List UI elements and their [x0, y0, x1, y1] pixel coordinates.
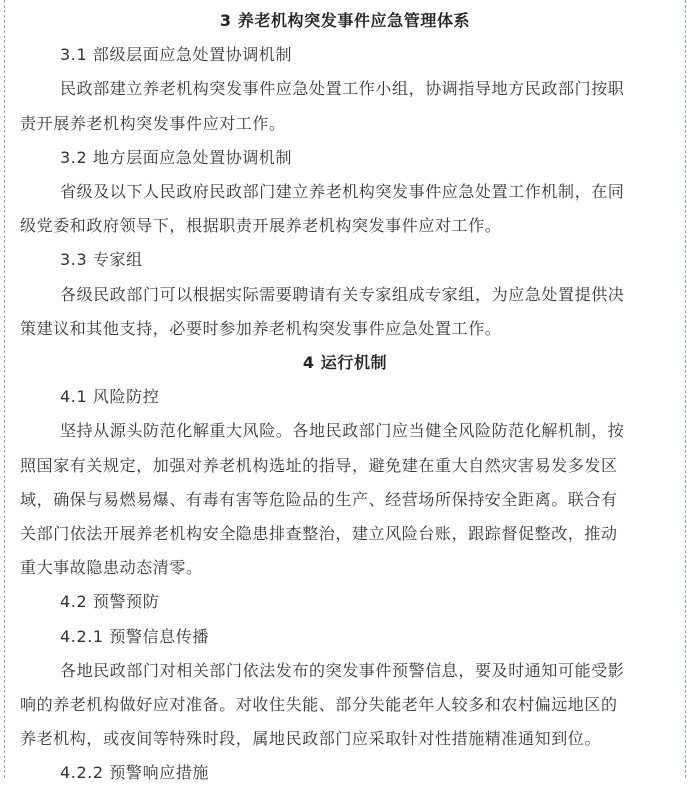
paragraph-line: 级党委和政府领导下，根据职责开展养老机构突发事件应对工作。 — [20, 216, 502, 236]
section-4-1-heading: 4.1 风险防控 — [60, 387, 160, 407]
paragraph-line: 照国家有关规定，加强对养老机构选址的指导，避免建在重大自然灾害易发多发区 — [20, 455, 618, 475]
paragraph-line: 各地民政部门对相关部门依法发布的突发事件预警信息，要及时通知可能受影 — [60, 660, 625, 680]
section-3-2-heading: 3.2 地方层面应急处置协调机制 — [60, 147, 293, 167]
section-3-3-heading: 3.3 专家组 — [60, 250, 143, 270]
section-4-title: 4 运行机制 — [302, 353, 388, 373]
paragraph-line: 关部门依法开展养老机构安全隐患排查整治，建立风险台账，跟踪督促整改，推动 — [20, 524, 618, 544]
paragraph-line: 养老机构，或夜间等特殊时段，属地民政部门应采取针对性措施精准通知到位。 — [20, 729, 602, 749]
paragraph-line: 策建议和其他支持，必要时参加养老机构突发事件应急处置工作。 — [20, 318, 502, 338]
paragraph-line: 重大事故隐患动态清零。 — [20, 558, 203, 578]
paragraph-line: 省级及以下人民政府民政部门建立养老机构突发事件应急处置工作机制，在同 — [60, 182, 625, 202]
section-4-2-2-heading: 4.2.2 预警响应措施 — [60, 763, 209, 783]
paragraph-line: 域，确保与易燃易爆、有毒有害等危险品的生产、经营场所保持安全距离。联合有 — [20, 489, 618, 509]
paragraph-line: 坚持从源头防范化解重大风险。各地民政部门应当健全风险防范化解机制，按 — [60, 421, 625, 441]
paragraph-line: 响的养老机构做好应对准备。对收住失能、部分失能老年人较多和农村偏远地区的 — [20, 695, 618, 715]
document-body — [20, 4, 670, 791]
paragraph-line: 民政部建立养老机构突发事件应急处置工作小组，协调指导地方民政部门按职 — [60, 79, 625, 99]
section-3-1-heading: 3.1 部级层面应急处置协调机制 — [60, 45, 293, 65]
section-4-2-1-heading: 4.2.1 预警信息传播 — [60, 626, 209, 646]
paragraph-line: 责开展养老机构突发事件应对工作。 — [20, 113, 286, 133]
paragraph-line: 各级民政部门可以根据实际需要聘请有关专家组成专家组，为应急处置提供决 — [60, 284, 625, 304]
section-4-2-heading: 4.2 预警预防 — [60, 592, 160, 612]
section-3-title: 3 养老机构突发事件应急管理体系 — [219, 11, 471, 30]
